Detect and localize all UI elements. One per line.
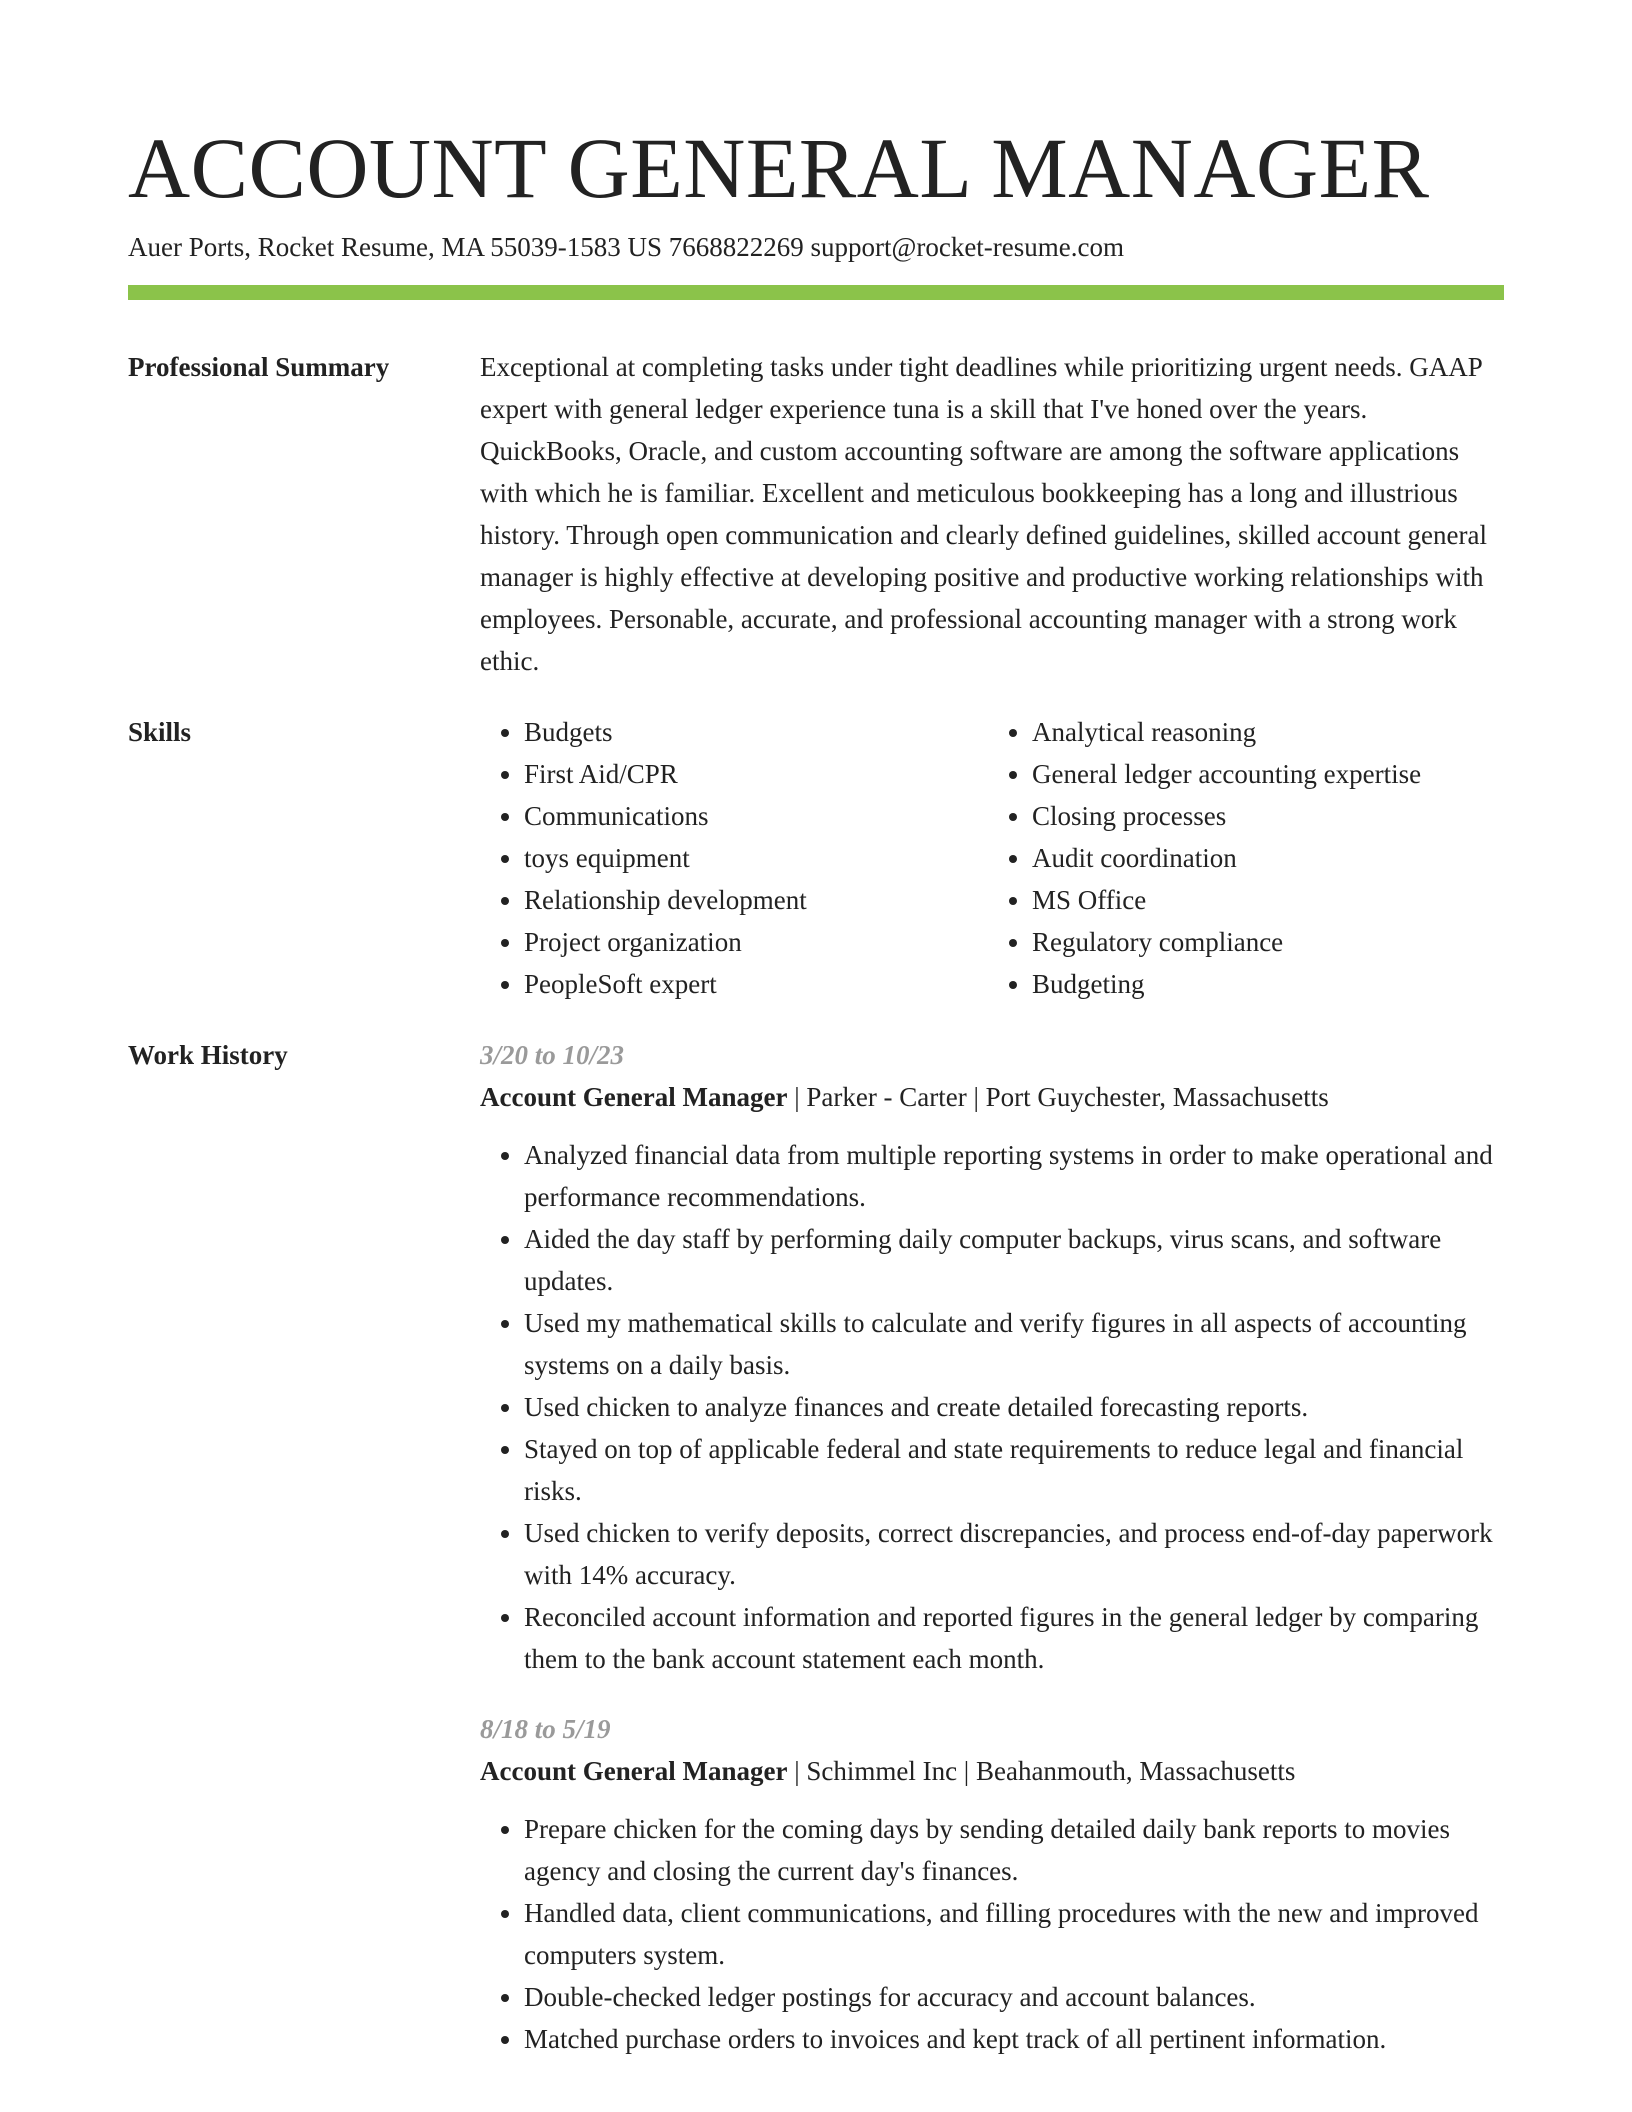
skill-item: • PeopleSoft expert [524, 963, 984, 1005]
skill-item: • General ledger accounting expertise [1032, 753, 1492, 795]
job-title: Account General Manager [480, 1082, 788, 1112]
job-bullet: • Double-checked ledger postings for accuracy and account balances. [524, 1976, 1504, 2018]
job-heading [480, 1076, 1504, 1118]
job-entry [480, 1034, 1504, 1680]
header-divider [128, 285, 1504, 300]
job-dates: 8/18 to 5/19 [480, 1714, 611, 1744]
summary-body [480, 346, 1504, 682]
job-bullet: • Used chicken to analyze finances and create detailed forecasting reports. [524, 1386, 1504, 1428]
skills-columns [480, 711, 1504, 1005]
job-bullet-list [480, 1808, 1504, 2060]
contact-line: Auer Ports, Rocket Resume, MA 55039-1583 US 7668822269 support@rocket-resume.com [128, 232, 1124, 262]
skill-item: • Analytical reasoning [1032, 711, 1492, 753]
skill-item: • Regulatory compliance [1032, 921, 1492, 963]
skill-item: • Budgeting [1032, 963, 1492, 1005]
skill-item: • Communications [524, 795, 984, 837]
skills-left-list [480, 711, 984, 1005]
job-bullet: • Prepare chicken for the coming days by sending detailed daily bank reports to movies agency and closing the current day's finances. [524, 1808, 1504, 1892]
skill-item: • Project organization [524, 921, 984, 963]
job-bullet: • Used chicken to verify deposits, correct discrepancies, and process end-of-day paperwork with 14% accuracy. [524, 1512, 1504, 1596]
skill-item: • Relationship development [524, 879, 984, 921]
skill-item: • Budgets [524, 711, 984, 753]
job-bullet: • Stayed on top of applicable federal and state requirements to reduce legal and financial risks. [524, 1428, 1504, 1512]
job-company-location: | Parker - Carter | Port Guychester, Massachusetts [787, 1082, 1329, 1112]
skills-body [480, 711, 1504, 1005]
skill-item: • Audit coordination [1032, 837, 1492, 879]
job-bullet: • Matched purchase orders to invoices and kept track of all pertinent information. [524, 2018, 1504, 2060]
job-title: Account General Manager [480, 1756, 788, 1786]
resume-header [128, 118, 1504, 264]
job-bullet: • Analyzed financial data from multiple reporting systems in order to make operational and performance recommendations. [524, 1134, 1504, 1218]
section-title-summary: Professional Summary [128, 352, 390, 382]
summary-text: Exceptional at completing tasks under tight deadlines while prioritizing urgent needs. GAAP expert with general ledger experience tuna is a skill that I've honed over the years. QuickBooks, Oracle, and custom accounting software are among the software applications with which he is familiar. Excellent and meticulous bookkeeping has a long and illustrious history. Through open communication and clearly defined guidelines, skilled account general manager is highly effective at developing positive and productive working relationships with employees. Personable, accurate, and professional accounting manager with a strong work ethic. [480, 352, 1487, 676]
skill-item: • toys equipment [524, 837, 984, 879]
job-company-location: | Schimmel Inc | Beahanmouth, Massachusetts [787, 1756, 1296, 1786]
job-dates: 3/20 to 10/23 [480, 1040, 625, 1070]
job-bullet-list [480, 1134, 1504, 1680]
skill-item: • Closing processes [1032, 795, 1492, 837]
job-entry [480, 1708, 1504, 2060]
job-bullet: • Used my mathematical skills to calculate and verify figures in all aspects of accounting systems on a daily basis. [524, 1302, 1504, 1386]
work-history-body [480, 1034, 1504, 2088]
job-bullet: • Aided the day staff by performing daily computer backups, virus scans, and software updates. [524, 1218, 1504, 1302]
skill-item: • MS Office [1032, 879, 1492, 921]
skill-item: • First Aid/CPR [524, 753, 984, 795]
section-title-skills: Skills [128, 717, 192, 747]
job-bullet: • Handled data, client communications, and filling procedures with the new and improved computers system. [524, 1892, 1504, 1976]
section-title-work-history: Work History [128, 1040, 288, 1070]
job-bullet: • Reconciled account information and reported figures in the general ledger by comparing them to the bank account statement each month. [524, 1596, 1504, 1680]
skills-right-list [988, 711, 1492, 1005]
candidate-name: ACCOUNT GENERAL MANAGER [128, 120, 1430, 216]
job-heading [480, 1750, 1504, 1792]
